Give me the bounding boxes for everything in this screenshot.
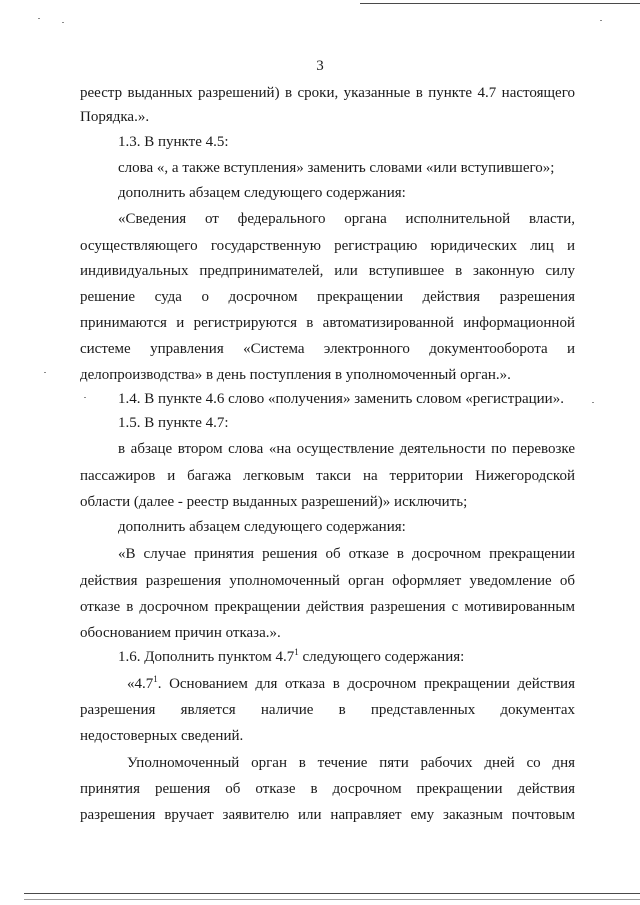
text-line: принимаются и регистрируются в автоматизированной информационной <box>80 315 575 331</box>
scan-edge-line <box>360 3 640 4</box>
text-segment: 1.6. Дополнить пунктом 4.7 <box>118 649 295 665</box>
text-line: осуществляющего государственную регистрацию юридических лиц и <box>80 238 575 254</box>
text-segment: . Основанием для отказа в досрочном прекращении действия <box>157 676 575 692</box>
text-line: решение суда о досрочном прекращении действия разрешения <box>80 289 575 305</box>
text-line: обоснованием причин отказа.». <box>80 625 281 641</box>
text-line: Уполномоченный орган в течение пяти рабочих дней со дня <box>127 755 575 771</box>
text-line <box>127 675 575 693</box>
superscript: 1 <box>294 647 299 657</box>
page-number: 3 <box>316 58 324 74</box>
scan-speck <box>592 402 594 403</box>
text-line: слова «, а также вступления» заменить словами «или вступившего»; <box>118 160 555 176</box>
text-line: индивидуальных предпринимателей, или вступившее в законную силу <box>80 263 575 279</box>
text-line: области (далее - реестр выданных разрешений)» исключить; <box>80 494 468 510</box>
scan-edge-line <box>24 893 640 894</box>
scan-speck <box>44 372 46 373</box>
text-line: в абзаце втором слова «на осуществление деятельности по перевозке <box>118 441 575 457</box>
text-line: принятия решения об отказе в досрочном прекращении действия <box>80 781 575 797</box>
text-line: системе управления «Система электронного документооборота и <box>80 341 575 357</box>
text-line: дополнить абзацем следующего содержания: <box>118 185 406 201</box>
scan-speck <box>62 22 64 23</box>
scan-edge-line <box>24 899 640 900</box>
text-line: «Сведения от федерального органа исполнительной власти, <box>118 211 575 227</box>
text-line: 1.4. В пункте 4.6 слово «получения» заменить словом «регистрации». <box>118 391 564 407</box>
text-line: действия разрешения уполномоченный орган оформляет уведомление об <box>80 573 575 589</box>
text-line: разрешения является наличие в представленных документах <box>80 702 575 718</box>
text-line: делопроизводства» в день поступления в уполномоченный орган.». <box>80 367 511 383</box>
text-line: 1.3. В пункте 4.5: <box>118 134 229 150</box>
text-line: дополнить абзацем следующего содержания: <box>118 519 406 535</box>
text-line: 1.5. В пункте 4.7: <box>118 415 229 431</box>
scan-speck <box>600 20 602 21</box>
text-line: пассажиров и багажа легковым такси на территории Нижегородской <box>80 468 575 484</box>
text-segment: следующего содержания: <box>298 649 465 665</box>
text-line: реестр выданных разрешений) в сроки, указанные в пункте 4.7 настоящего <box>80 85 575 101</box>
superscript: 1 <box>153 674 158 684</box>
text-line: разрешения вручает заявителю или направляет ему заказным почтовым <box>80 807 575 823</box>
text-line: «В случае принятия решения об отказе в досрочном прекращении <box>118 546 575 562</box>
scan-speck <box>84 397 86 398</box>
text-line: отказе в досрочном прекращении действия разрешения с мотивированным <box>80 599 575 615</box>
scan-speck <box>38 18 40 19</box>
text-line <box>118 648 464 666</box>
text-segment: «4.7 <box>127 676 154 692</box>
text-line: Порядка.». <box>80 109 150 125</box>
text-line: недостоверных сведений. <box>80 728 244 744</box>
